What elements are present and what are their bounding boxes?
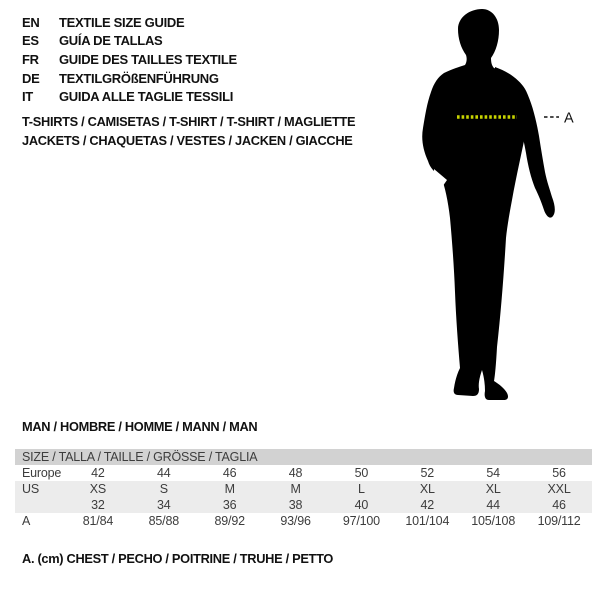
measurement-label-a: A (564, 110, 574, 127)
size-cell: M (224, 482, 235, 496)
language-row (22, 87, 237, 106)
size-table (15, 449, 592, 529)
size-cell: XL (485, 482, 501, 496)
size-cell: XS (89, 482, 107, 496)
size-cell: 44 (157, 466, 171, 480)
size-cell: 109/112 (537, 514, 581, 528)
size-cell: XXL (547, 482, 571, 496)
language-row (22, 32, 237, 51)
row-label (15, 497, 65, 513)
size-cell: 50 (354, 466, 369, 480)
garment-type-line: T-SHIRTS / CAMISETAS / T-SHIRT / T-SHIRT / MAGLIETTE (22, 114, 356, 129)
table-row (15, 465, 592, 481)
size-cell: 32 (91, 498, 105, 512)
size-cell: L (358, 482, 365, 496)
size-cell: 34 (157, 498, 171, 512)
language-name: TEXTILGRÖßENFÜHRUNG (59, 70, 219, 86)
size-cell: 46 (222, 466, 237, 480)
size-cell: 105/108 (471, 514, 516, 528)
language-code: ES (22, 33, 39, 49)
size-cell: 101/104 (405, 514, 450, 528)
section-title: MAN / HOMBRE / HOMME / MANN / MAN (22, 419, 258, 434)
language-name: GUÍA DE TALLAS (59, 33, 163, 49)
language-code: IT (22, 89, 33, 105)
size-cell: 89/92 (214, 514, 245, 528)
size-cell: 42 (91, 466, 105, 480)
size-cell: S (159, 482, 168, 496)
size-cell: 44 (486, 498, 500, 512)
size-cell: 56 (552, 466, 566, 480)
row-label: US (22, 482, 39, 496)
size-cell: 93/96 (280, 514, 311, 528)
table-row (15, 481, 592, 497)
size-cell: 46 (552, 498, 566, 512)
measurement-figure (395, 0, 600, 410)
size-cell: 38 (288, 498, 303, 512)
row-label: Europe (22, 466, 62, 480)
footnote: A. (cm) CHEST / PECHO / POITRINE / TRUHE / PETTO (22, 551, 334, 566)
language-code: FR (22, 51, 39, 67)
garment-categories (22, 113, 355, 150)
language-code: DE (22, 70, 40, 86)
table-header: SIZE / TALLA / TAILLE / GRÖSSE / TAGLIA (15, 449, 592, 465)
table-row (15, 513, 592, 529)
language-name: GUIDE DES TAILLES TEXTILE (59, 51, 237, 67)
language-name: GUIDA ALLE TAGLIE TESSILI (59, 89, 234, 105)
size-cell: 52 (420, 466, 435, 480)
size-cell: 97/100 (342, 514, 380, 528)
language-code: EN (22, 14, 40, 30)
language-row (22, 13, 237, 32)
row-label: A (22, 514, 31, 528)
size-cell: 36 (222, 498, 237, 512)
garment-type-line: JACKETS / CHAQUETAS / VESTES / JACKEN / GIACCHE (22, 132, 353, 148)
size-cell: 42 (420, 498, 435, 512)
size-cell: 85/88 (148, 514, 179, 528)
size-cell: 81/84 (82, 514, 114, 528)
man-silhouette (422, 9, 555, 400)
size-cell: M (290, 482, 301, 496)
size-cell: XL (419, 482, 435, 496)
table-row (15, 497, 592, 513)
language-row (22, 69, 237, 88)
size-cell: 54 (486, 466, 500, 480)
language-name: TEXTILE SIZE GUIDE (59, 14, 185, 30)
size-cell: 40 (354, 498, 369, 512)
size-cell: 48 (288, 466, 303, 480)
language-row (22, 50, 237, 69)
language-list (22, 13, 237, 106)
